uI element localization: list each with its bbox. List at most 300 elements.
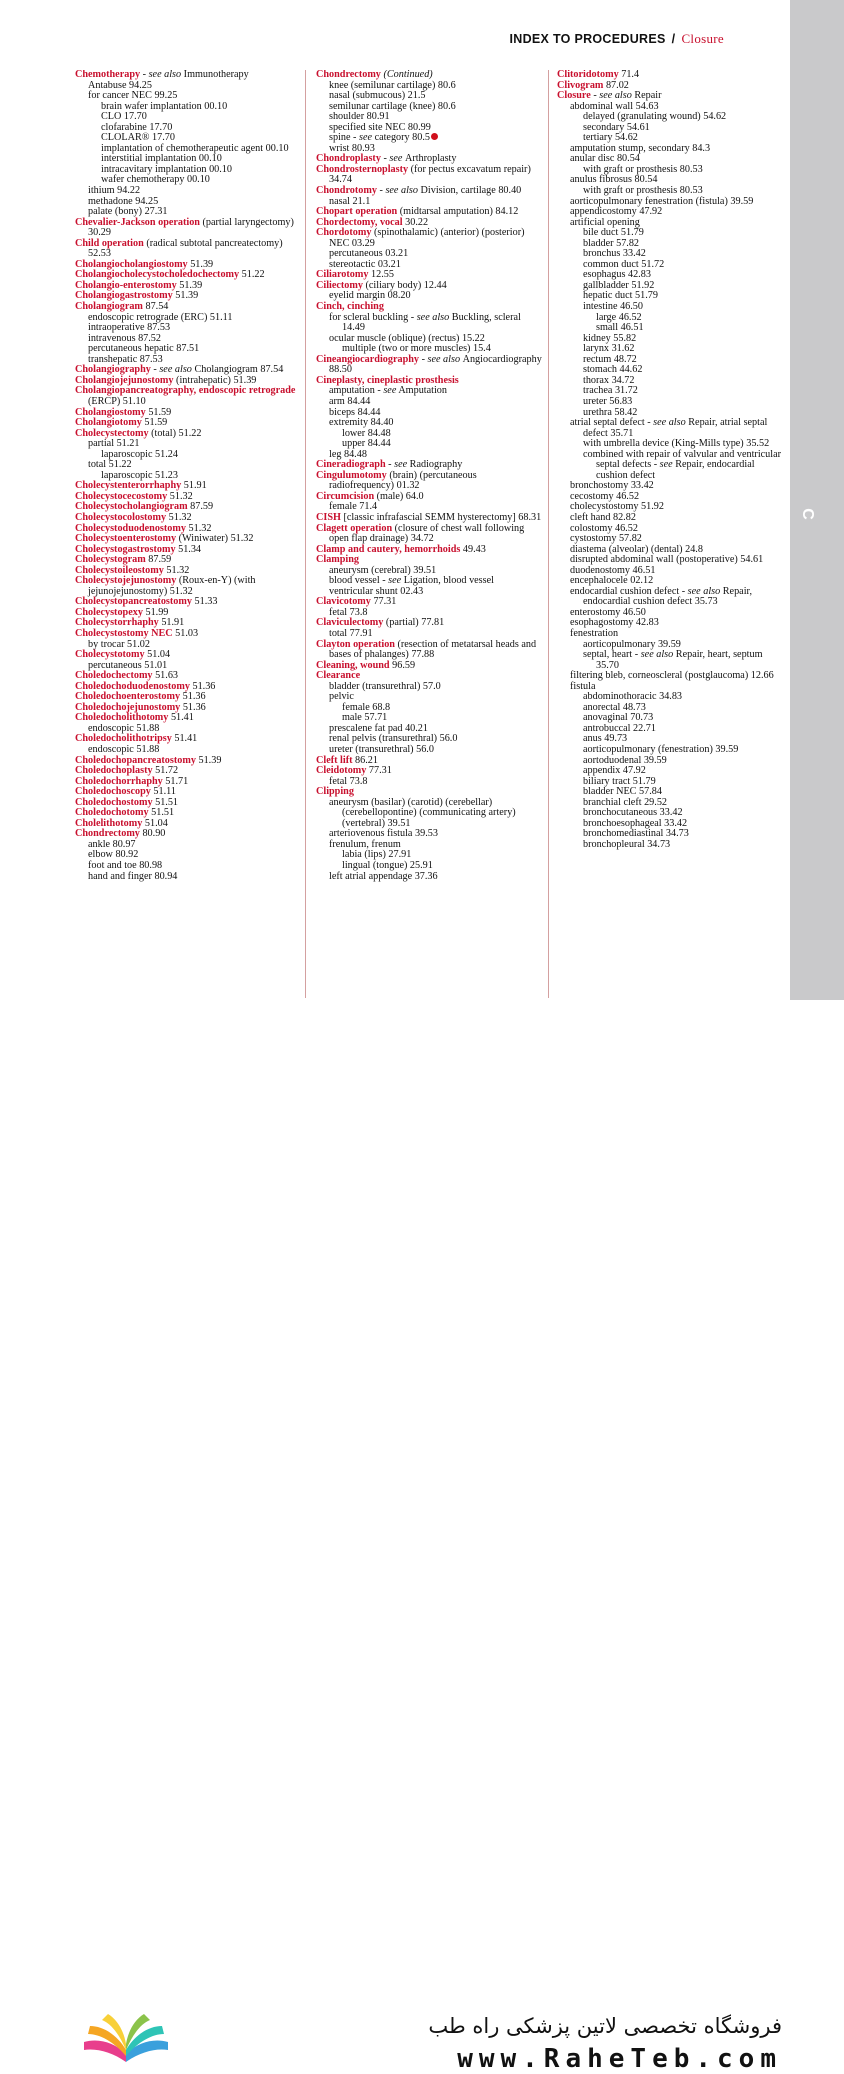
entry-text: semilunar cartilage (knee) 80.6 <box>329 100 456 112</box>
entry-term: Circumcision <box>316 490 375 502</box>
entry-text: cystostomy 57.82 <box>570 533 642 545</box>
index-column-1 <box>75 70 297 998</box>
entry-text: 51.71 <box>162 775 189 787</box>
entry-text: knee (semilunar cartilage) 80.6 <box>329 79 456 91</box>
entry-text: bronchocutaneous 33.42 <box>583 807 683 819</box>
entry-text: palate (bony) 27.31 <box>88 206 168 218</box>
entry-term: Cholecystocholangiogram <box>75 501 188 513</box>
entry-cross-reference: - see also <box>140 70 184 80</box>
entry-text: frenulum, frenum <box>329 838 401 850</box>
entry-text: percutaneous 51.01 <box>88 659 168 671</box>
entry-term: Clivogram <box>557 79 604 91</box>
entry-text: secondary 54.61 <box>583 121 650 133</box>
running-header <box>509 31 724 47</box>
entry-text: 86.21 <box>352 754 378 766</box>
entry-text: 51.72 <box>152 765 179 777</box>
entry-text: Arthroplasty <box>404 153 457 165</box>
entry-text: lower 84.48 <box>342 427 391 439</box>
entry-cross-reference: - see also <box>419 353 463 365</box>
entry-see-reference: see <box>383 385 397 397</box>
entry-text: clofarabine 17.70 <box>101 121 173 133</box>
entry-text: left atrial appendage 37.36 <box>329 870 438 882</box>
entry-text: 87.59 <box>145 554 172 566</box>
entry-cross-reference: - see also <box>150 364 195 376</box>
entry-text: 49.43 <box>460 543 486 555</box>
entry-text: (closure of chest wall following open flap drainage) 34.72 <box>329 522 525 545</box>
entry-text: ocular muscle (oblique) (rectus) 15.22 <box>329 332 485 344</box>
entry-text: 51.39 <box>187 258 214 270</box>
entry-text: multiple (two or more muscles) 15.4 <box>342 343 491 355</box>
entry-term: Clipping <box>316 786 354 798</box>
entry-text: 51.22 <box>239 269 265 281</box>
entry-text: partial 51.21 <box>88 438 140 450</box>
entry-text-continued: Buckling, scleral 14.49 <box>342 311 521 334</box>
entry-term: Cholangiotomy <box>75 417 142 429</box>
entry-text: thorax 34.72 <box>583 374 635 386</box>
entry-text: elbow 80.92 <box>88 849 139 861</box>
entry-text: 51.36 <box>180 701 206 713</box>
entry-text: Division, cartilage 80.40 <box>420 185 522 197</box>
entry-text: eyelid margin 08.20 <box>329 290 411 302</box>
entry-term: Chordotomy <box>316 227 372 239</box>
entry-text: 51.63 <box>152 670 178 682</box>
store-url: www.RaheTeb.com <box>457 2044 782 2074</box>
index-heading-entry <box>75 576 297 597</box>
entry-text: combined with repair of valvular and ventricular septal defects - <box>583 448 782 471</box>
entry-term: Choledochojejunostomy <box>75 701 181 713</box>
entry-text: colostomy 46.52 <box>570 522 638 534</box>
entry-text: bronchopleural 34.73 <box>583 838 671 850</box>
entry-text: arteriovenous fistula 39.53 <box>329 828 438 840</box>
entry-text: CLOLAR® 17.70 <box>101 132 175 144</box>
entry-text: bronchostomy 33.42 <box>570 480 654 492</box>
entry-term: Cholecystoileostomy <box>75 564 164 576</box>
entry-term: Cholelithotomy <box>75 817 143 829</box>
entry-text: stereotactic 03.21 <box>329 258 401 270</box>
index-page <box>0 0 790 1000</box>
entry-text: bladder (transurethral) 57.0 <box>329 680 441 692</box>
entry-text: 51.39 <box>176 279 203 291</box>
entry-text: filtering bleb, corneoscleral (postglaucoma) 12.66 <box>570 670 774 682</box>
entry-text: nasal (submucous) 21.5 <box>329 90 426 102</box>
entry-term: Chondrosternoplasty <box>316 163 409 175</box>
entry-text-continued: Repair, atrial septal defect 35.71 <box>583 417 768 439</box>
entry-text: large 46.52 <box>596 311 642 323</box>
entry-text: diastema (alveolar) (dental) 24.8 <box>570 543 703 555</box>
entry-term: Cholangiocholecystocholedochectomy <box>75 269 240 281</box>
entry-term: Cholecystoduodenostomy <box>75 522 186 534</box>
entry-text: (spinothalamic) (anterior) (posterior) NEC 03.29 <box>329 227 525 249</box>
entry-term: Clamp and cautery, hemorrhoids <box>316 543 461 555</box>
entry-term: Cholangiogastrostomy <box>75 290 173 302</box>
entry-text: Repair <box>634 90 662 102</box>
entry-text: 51.59 <box>141 417 168 429</box>
entry-term: Cholangiojejunostomy <box>75 374 174 386</box>
entry-text: 12.55 <box>368 269 394 281</box>
index-subentry <box>557 587 783 608</box>
index-heading-entry <box>316 524 542 545</box>
entry-text: with graft or prosthesis 80.53 <box>583 163 703 175</box>
entry-term: Ciliectomy <box>316 279 363 291</box>
bullet-marker-icon <box>431 133 438 140</box>
entry-text: fenestration <box>570 627 619 639</box>
entry-text: ureter (transurethral) 56.0 <box>329 744 434 755</box>
entry-text: implantation of chemotherapeutic agent 00.10 <box>101 142 289 154</box>
entry-text: esophagus 42.83 <box>583 269 651 281</box>
entry-text: with graft or prosthesis 80.53 <box>583 185 703 197</box>
index-subentry <box>316 798 542 830</box>
column-divider <box>305 70 306 998</box>
entry-text: CLO 17.70 <box>101 111 147 123</box>
entry-text: total 51.22 <box>88 459 132 471</box>
entry-text: total 77.91 <box>329 627 373 639</box>
entry-see-reference: see also <box>416 311 450 323</box>
entry-text: anular disc 80.54 <box>570 153 640 165</box>
entry-text: blood vessel - <box>329 575 389 587</box>
entry-text: labia (lips) 27.91 <box>342 849 412 861</box>
entry-text: intestine 46.50 <box>583 301 643 313</box>
entry-text: ventricular shunt 02.43 <box>329 585 424 597</box>
entry-text: wafer chemotherapy 00.10 <box>101 174 210 186</box>
index-subentry <box>316 313 542 334</box>
entry-term: Choledochostomy <box>75 796 153 808</box>
header-separator: / <box>671 32 676 46</box>
entry-text-continued: Repair, heart, septum 35.70 <box>596 649 763 671</box>
entry-see-reference: see also <box>687 585 721 597</box>
entry-text: upper 84.44 <box>342 438 391 450</box>
entry-text: Cholangiogram 87.54 <box>194 364 284 376</box>
entry-text: (total) 51.22 <box>148 427 202 439</box>
entry-text: 51.03 <box>172 627 199 639</box>
book-logo-icon <box>78 2012 174 2068</box>
entry-text: bronchomediastinal 34.73 <box>583 828 689 840</box>
entry-text: (male) 64.0 <box>374 490 424 502</box>
entry-term: Ciliarotomy <box>316 269 369 281</box>
entry-term: Cholangiostomy <box>75 406 146 418</box>
entry-term: Cholecystostomy NEC <box>75 627 173 639</box>
entry-text: gallbladder 51.92 <box>583 279 655 291</box>
index-subentry <box>557 418 783 439</box>
entry-term: Claviculectomy <box>316 617 384 629</box>
entry-term: Cinch, cinching <box>316 301 384 313</box>
entry-text: 51.33 <box>191 596 218 608</box>
entry-term: Cineangiocardiography <box>316 353 420 365</box>
entry-text-continued: category 80.5 <box>372 132 431 144</box>
entry-text: 51.04 <box>144 649 171 661</box>
entry-text-continued: Repair, endocardial cushion defect <box>596 459 755 481</box>
entry-term: Cholecystocecostomy <box>75 490 168 502</box>
entry-text: branchial cleft 29.52 <box>583 796 668 808</box>
entry-text: bronchoesophageal 33.42 <box>583 817 688 829</box>
entry-text: 51.99 <box>142 606 169 618</box>
entry-text: urethra 58.42 <box>583 406 638 418</box>
entry-text: cleft hand 82.82 <box>570 511 636 523</box>
entry-text: (resection of metatarsal heads and bases of phalanges) 77.88 <box>329 638 537 661</box>
entry-text: (ciliary body) 12.44 <box>362 279 447 291</box>
index-subentry <box>316 872 542 883</box>
entry-term: Chondroplasty <box>316 153 381 165</box>
entry-text: bronchus 33.42 <box>583 248 646 260</box>
entry-text: cecostomy 46.52 <box>570 490 640 502</box>
entry-text: foot and toe 80.98 <box>88 860 163 872</box>
entry-see-reference: see <box>359 132 373 144</box>
entry-text: amputation stump, secondary 84.3 <box>570 142 711 154</box>
entry-term: Cholecystogastrostomy <box>75 543 176 555</box>
entry-text: fetal 73.8 <box>329 606 368 618</box>
entry-text: 51.11 <box>150 786 176 798</box>
entry-text: lingual (tongue) 25.91 <box>342 860 433 872</box>
entry-term: Choledochoscopy <box>75 786 151 798</box>
entry-term: Cholangio-enterostomy <box>75 279 177 291</box>
entry-term: Choledocholithotomy <box>75 712 169 724</box>
index-heading-entry <box>75 239 297 260</box>
entry-term: Cleaning, wound <box>316 659 390 671</box>
watermark-footer <box>0 1000 844 2074</box>
index-subentry <box>557 302 783 313</box>
entry-text: 77.31 <box>366 765 392 777</box>
entry-text-continued: Repair, endocardial cushion defect 35.73 <box>583 585 753 608</box>
entry-text: endoscopic retrograde (ERC) 51.11 <box>88 311 233 323</box>
entry-text: 51.39 <box>172 290 199 302</box>
entry-text: by trocar 51.02 <box>88 638 150 650</box>
entry-text: arm 84.44 <box>329 395 371 407</box>
entry-text: Antabuse 94.25 <box>88 79 152 91</box>
entry-term: Cineplasty, cineplastic prosthesis <box>316 374 459 386</box>
entry-text: 51.36 <box>189 680 216 692</box>
index-column-2 <box>316 70 542 998</box>
entry-text: (Roux-en-Y) (with jejunojejunostomy) 51.32 <box>88 575 256 597</box>
index-subentry <box>557 840 783 851</box>
entry-term: Clearance <box>316 670 361 682</box>
entry-text: percutaneous hepatic 87.51 <box>88 343 200 355</box>
entry-text: appendix 47.92 <box>583 765 646 777</box>
entry-text: for scleral buckling - <box>329 311 417 323</box>
entry-text: antrobuccal 22.71 <box>583 722 656 734</box>
entry-text: 51.41 <box>171 733 198 745</box>
entry-text: anovaginal 70.73 <box>583 712 654 724</box>
entry-text: aorticopulmonary fenestration (fistula) 39.59 <box>570 195 754 207</box>
entry-term: Cholecystocolostomy <box>75 511 167 523</box>
entry-text: 77.31 <box>370 596 397 608</box>
entry-see-reference: see <box>388 575 402 587</box>
entry-text: for cancer NEC 99.25 <box>88 90 178 102</box>
entry-text: 87.02 <box>603 79 629 91</box>
entry-text: bladder 57.82 <box>583 237 640 249</box>
entry-cross-reference: - see <box>380 153 405 165</box>
entry-term: Choledochopancreatostomy <box>75 754 196 766</box>
entry-see-reference: see also <box>640 649 674 661</box>
entry-text: ankle 80.97 <box>88 838 136 850</box>
entry-text: methadone 94.25 <box>88 195 159 207</box>
entry-term: Closure <box>557 90 591 102</box>
entry-text: 51.39 <box>195 754 222 766</box>
column-divider <box>548 70 549 998</box>
entry-text: laparoscopic 51.24 <box>101 448 178 460</box>
entry-term: Chemotherapy <box>75 70 141 80</box>
entry-text: aneurysm (cerebral) 39.51 <box>329 564 437 576</box>
entry-text: endoscopic 51.88 <box>88 744 160 755</box>
entry-see-reference: see <box>659 459 673 471</box>
entry-term: Choledochectomy <box>75 670 153 682</box>
entry-term: Clayton operation <box>316 638 395 650</box>
entry-text: (radical subtotal pancreatectomy) 52.53 <box>88 237 283 260</box>
entry-text: leg 84.48 <box>329 448 367 460</box>
thumb-tab-letter: C <box>799 508 816 520</box>
entry-text: 51.36 <box>180 691 206 703</box>
entry-text: (partial laryngectomy) 30.29 <box>88 216 294 239</box>
entry-text: wrist 80.93 <box>329 142 375 154</box>
entry-text: artificial opening <box>570 216 640 228</box>
entry-text: disrupted abdominal wall (postoperative) 54.61 <box>570 554 764 566</box>
entry-text: laparoscopic 51.23 <box>101 469 178 481</box>
entry-text: shoulder 80.91 <box>329 111 390 123</box>
entry-term: Chondrectomy <box>75 828 140 840</box>
entry-term: Choledochoduodenostomy <box>75 680 190 692</box>
entry-text: prescalene fat pad 40.21 <box>329 722 428 734</box>
entry-text: pelvic <box>329 691 354 703</box>
entry-term: Choledochorrhaphy <box>75 775 163 787</box>
entry-text: female 68.8 <box>342 701 391 713</box>
entry-text: bladder NEC 57.84 <box>583 786 662 798</box>
entry-text: small 46.51 <box>596 322 644 334</box>
entry-text: endocardial cushion defect - <box>570 585 688 597</box>
index-heading-entry <box>75 386 297 407</box>
entry-text: 51.32 <box>167 490 193 502</box>
entry-term: Chopart operation <box>316 206 398 218</box>
entry-term: Choledochoenterostomy <box>75 691 181 703</box>
entry-text: 51.51 <box>148 807 175 819</box>
entry-term: Cholangiogram <box>75 301 143 313</box>
entry-text: spine - <box>329 132 359 144</box>
entry-term: Cholangiopancreatography, endoscopic retrograde <box>75 385 296 397</box>
entry-term: Cholecystogram <box>75 554 146 566</box>
entry-text: 51.91 <box>158 617 185 629</box>
entry-text: ithium 94.22 <box>88 185 141 197</box>
entry-term: Chevalier-Jackson operation <box>75 216 200 228</box>
entry-text: male 57.71 <box>342 712 388 724</box>
entry-text: delayed (granulating wound) 54.62 <box>583 111 727 123</box>
index-subentry <box>557 450 783 482</box>
entry-text: Immunotherapy <box>183 70 249 80</box>
entry-text: aorticopulmonary 39.59 <box>583 638 681 650</box>
entry-text: 51.32 <box>166 511 192 523</box>
entry-text: 51.59 <box>145 406 172 418</box>
entry-text: (midtarsal amputation) 84.12 <box>397 206 519 218</box>
entry-text: anulus fibrosus 80.54 <box>570 174 658 186</box>
index-heading-entry <box>316 165 542 186</box>
entry-term: CISH <box>316 511 341 523</box>
entry-text: 80.90 <box>139 828 166 840</box>
entry-text: bile duct 51.79 <box>583 227 644 239</box>
entry-text: amputation - <box>329 385 384 397</box>
entry-text: intraoperative 87.53 <box>88 322 171 334</box>
entry-text: fistula <box>570 680 596 692</box>
entry-text: endoscopic 51.88 <box>88 722 160 734</box>
entry-term: Cholangiography <box>75 364 151 376</box>
entry-text: aortoduodenal 39.59 <box>583 754 667 766</box>
entry-term: Clagett operation <box>316 522 393 534</box>
entry-text: larynx 31.62 <box>583 343 635 355</box>
entry-term: Cleidotomy <box>316 765 367 777</box>
entry-text: Angiocardiography 88.50 <box>329 353 542 376</box>
entry-term: Clitoridotomy <box>557 70 619 80</box>
entry-text: anus 49.73 <box>583 733 628 745</box>
entry-term: Clavicotomy <box>316 596 371 608</box>
entry-text: (intrahepatic) 51.39 <box>173 374 257 386</box>
entry-term: Choledochotomy <box>75 807 149 819</box>
entry-term: Cholecystopancreatostomy <box>75 596 192 608</box>
entry-term: Clamping <box>316 554 360 566</box>
entry-text: 51.41 <box>168 712 194 724</box>
entry-text: extremity 84.40 <box>329 417 394 429</box>
entry-text: (brain) (percutaneous radiofrequency) 01.32 <box>329 469 477 492</box>
entry-text: intracavitary implantation 00.10 <box>101 163 232 175</box>
entry-text: (Winiwater) 51.32 <box>176 533 254 545</box>
thumb-tab <box>790 0 844 1000</box>
index-subentry <box>557 313 783 324</box>
entry-text: 51.32 <box>163 564 190 576</box>
entry-text: 30.22 <box>402 216 429 228</box>
entry-term: Cholecystenterorrhaphy <box>75 480 182 492</box>
index-subentry <box>557 650 783 671</box>
entry-text: intravenous 87.52 <box>88 332 161 344</box>
entry-text: 51.32 <box>185 522 212 534</box>
entry-cross-reference: - see also <box>376 185 421 197</box>
entry-text: encephalocele 02.12 <box>570 575 654 587</box>
entry-term: Chordectomy, vocal <box>316 216 403 228</box>
entry-text: interstitial implantation 00.10 <box>101 153 222 165</box>
entry-text: [classic infrafascial SEMM hysterectomy] 68.31 <box>340 511 542 523</box>
entry-text: abdominal wall 54.63 <box>570 100 659 112</box>
entry-text: biliary tract 51.79 <box>583 775 656 787</box>
entry-text: abdominothoracic 34.83 <box>583 691 683 703</box>
entry-text-continued: Ligation, blood vessel <box>401 575 494 587</box>
entry-text: fetal 73.8 <box>329 775 368 787</box>
entry-term: Cleft lift <box>316 754 353 766</box>
entry-term: Child operation <box>75 237 144 249</box>
entry-term: Cholecystopexy <box>75 606 143 618</box>
entry-term: Cingulumotomy <box>316 469 387 481</box>
entry-text: 51.91 <box>181 480 207 492</box>
entry-text: (for pectus excavatum repair) 34.74 <box>329 163 531 186</box>
entry-text: tertiary 54.62 <box>583 132 638 144</box>
entry-text: 87.54 <box>142 301 169 313</box>
entry-term: Choledocholithotripsy <box>75 733 172 745</box>
entry-text: septal, heart - <box>583 649 641 661</box>
entry-text: trachea 31.72 <box>583 385 638 397</box>
index-heading-entry <box>316 640 542 661</box>
entry-see-reference: see also <box>653 417 686 429</box>
entry-text: transhepatic 87.53 <box>88 353 163 365</box>
entry-term: Cholangiocholangiostomy <box>75 258 188 270</box>
entry-text: biceps 84.44 <box>329 406 381 418</box>
entry-text: percutaneous 03.21 <box>329 248 409 260</box>
entry-text: 51.04 <box>142 817 168 829</box>
entry-text: enterostomy 46.50 <box>570 606 646 618</box>
entry-text: (ERCP) 51.10 <box>88 395 146 407</box>
entry-text: 87.59 <box>187 501 214 513</box>
entry-text: 51.51 <box>152 796 179 808</box>
entry-cross-reference: - see <box>385 459 410 471</box>
entry-text: 96.59 <box>389 659 416 671</box>
entry-text: cholecystostomy 51.92 <box>570 501 664 513</box>
store-name: فروشگاه تخصصی لاتین پزشکی راه طب <box>428 2014 782 2038</box>
entry-text: kidney 55.82 <box>583 332 637 344</box>
entry-text: rectum 48.72 <box>583 353 637 365</box>
index-heading-entry <box>316 355 542 376</box>
entry-text: hepatic duct 51.79 <box>583 290 658 302</box>
entry-term: Cholecystorrhaphy <box>75 617 159 629</box>
